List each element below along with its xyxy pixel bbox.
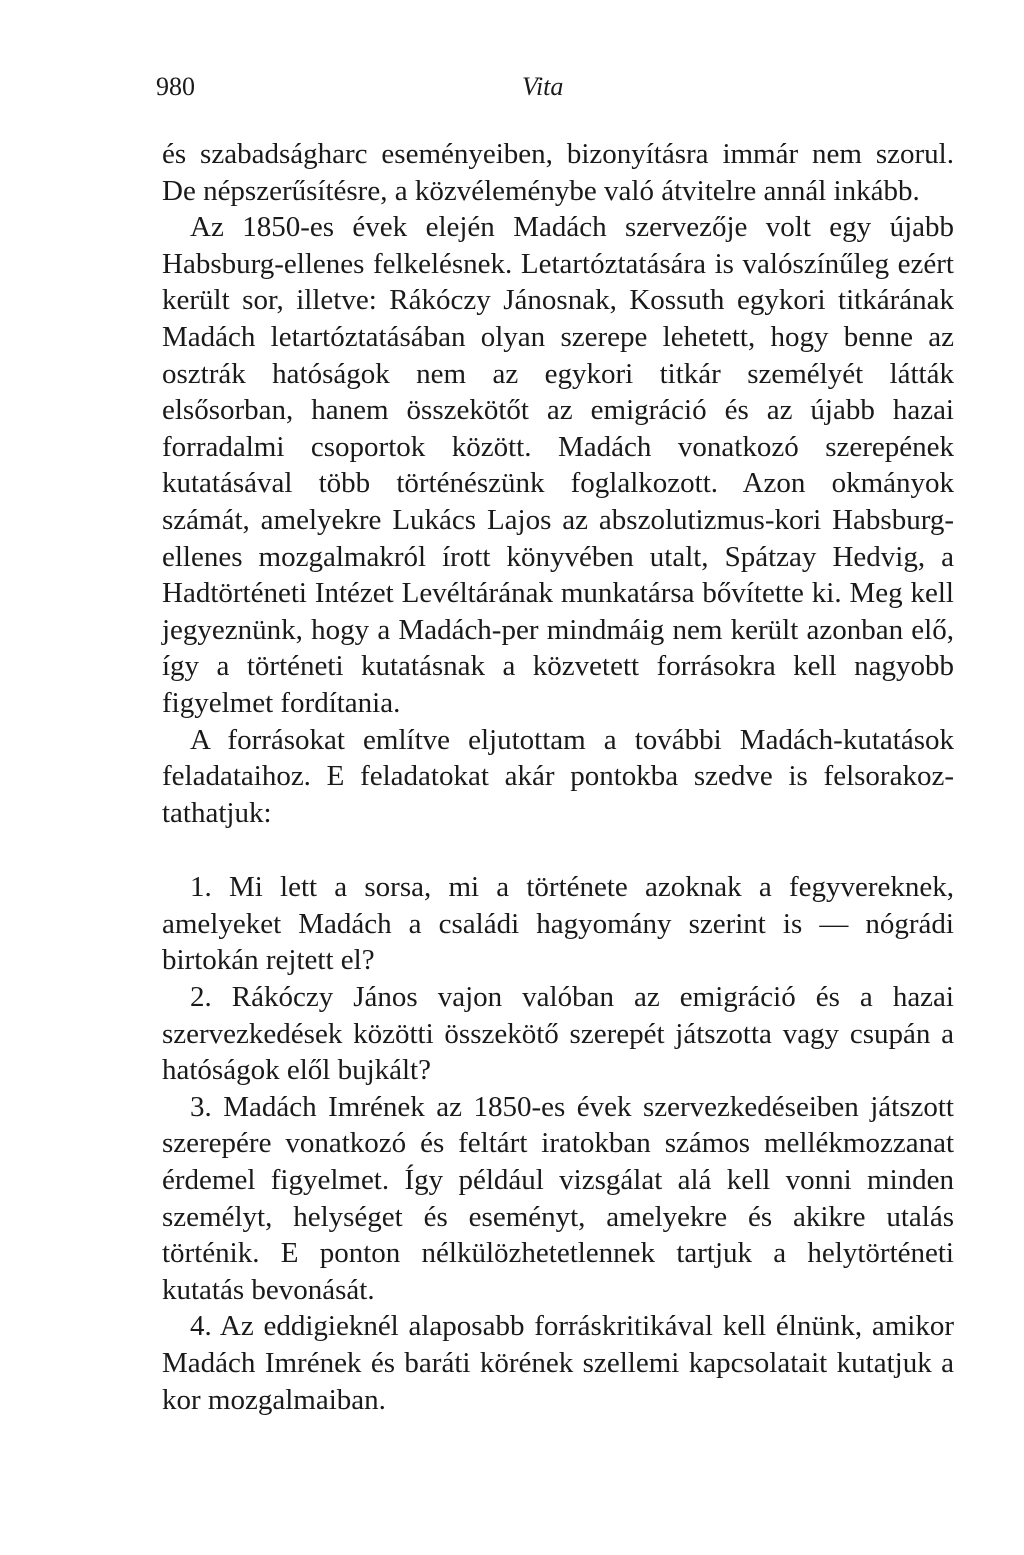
list-item: 1. Mi lett a sorsa, mi a története azoknak a fegyvereknek, amelyeket Madách a családi hagyomány szerint is — nógrádi birtokán rejtett el? [162, 871, 954, 977]
paragraph-continuation: és szabadságharc eseményeiben, bizonyításra immár nem szorul. De népszerűsítésre, a közvéleménybe való átvitelre annál inkább. [162, 138, 954, 207]
task-list [162, 869, 954, 1418]
list-item: 2. Rákóczy János vajon valóban az emigráció és a hazai szervezkedések közötti összekötő szerepét játszotta vagy csupán a hatóságok elől bujkált? [162, 981, 954, 1087]
page-header [156, 72, 954, 108]
book-page [156, 72, 954, 1418]
page-number: 980 [156, 72, 195, 101]
list-item: 3. Madách Imrének az 1850-es évek szervezkedéseiben játszott szerepére vonatkozó és feltárt iratokban számos mellékmozzanat érdemel figyelmet. Így például vizsgálat alá kell vonni minden személyt, helységet és eseményt, amelyekre és akikre utalás történik. E ponton nélkülözhetetlennek tartjuk a helytörténeti kutatás bevonását. [162, 1090, 954, 1306]
body-text [162, 136, 954, 1418]
running-title: Vita [522, 72, 564, 101]
paragraph-research-tasks: A forrásokat említve eljutottam a további Madách-kutatások feladataihoz. E feladatokat akár pontokba szedve is felsorakoztathatjuk: [162, 723, 954, 829]
list-item: 4. Az eddigieknél alaposabb forráskritikával kell élnünk, amikor Madách Imrének és baráti körének szellemi kapcsolatait kutatjuk a kor mozgalmaiban. [162, 1310, 954, 1416]
paragraph-madach-organizer: Az 1850-es évek elején Madách szervezője volt egy újabb Habsburg-ellenes felkelésnek. Letartóztatására is valószínűleg ezért került sor, illetve: Rákóczy Jánosnak, Kossuth egykori titkárának Madách letartóztatásában olyan szerepe lehetett, hogy benne az osztrák hatóságok nem az egykori titkár személyét látták elsősorban, hanem összekötőt az emigráció és az újabb hazai forradalmi csoportok között. Madách vonatkozó szerepének kutatásával több történészünk foglalkozott. Azon okmányok számát, amelyekre Lukács Lajos az abszolutizmus-kori Habsburg-ellenes mozgalmakról írott könyvében utalt, Spátzay Hedvig, a Hadtörténeti Intézet Levéltárának munkatársa bővítette ki. Meg kell jegyeznünk, hogy a Madách-per mindmáig nem került azonban elő, így a történeti kutatásnak a közvetett forrásokra kell nagyobb figyelmet fordítania. [162, 211, 954, 719]
